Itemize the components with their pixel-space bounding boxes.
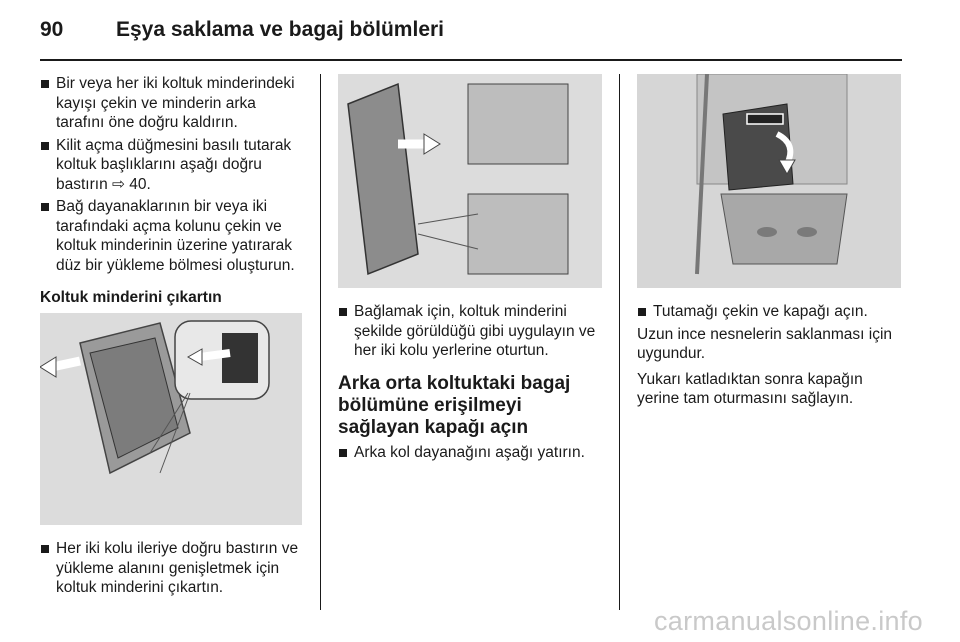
column-divider-1 xyxy=(320,74,321,610)
column-3 xyxy=(637,74,901,415)
bullet-list xyxy=(637,302,901,322)
header-divider xyxy=(40,59,902,61)
list-item: Bağlamak için, koltuk minderini şekilde görüldüğü gibi uygulayın ve her iki kolu yerlerine oturtun. xyxy=(338,302,602,361)
watermark: carmanualsonline.info xyxy=(654,606,923,636)
paragraph: Yukarı katladıktan sonra kapağın yerine tam oturmasını sağlayın. xyxy=(637,370,863,407)
list-item: Bağ dayanaklarının bir veya iki tarafındaki açma kolunu çekin ve koltuk minderinin üzerine yatırarak düz bir yükleme bölmesi oluşturun. xyxy=(40,197,304,275)
seat-cushion-removal-figure xyxy=(40,313,302,525)
list-item: Tutamağı çekin ve kapağı açın. xyxy=(637,302,901,322)
armrest-hatch-figure xyxy=(637,74,901,288)
subheading: Koltuk minderini çıkartın xyxy=(40,289,222,306)
list-item: Arka kol dayanağını aşağı yatırın. xyxy=(338,443,602,463)
page-number: 90 xyxy=(40,18,64,41)
bullet-list xyxy=(338,443,602,463)
bullet-list xyxy=(40,74,304,275)
section-heading: Arka orta koltuktaki bagaj bölümüne erişilmeyi sağlayan kapağı açın xyxy=(338,372,571,438)
bullet-list xyxy=(338,302,602,361)
list-item: Her iki kolu ileriye doğru bastırın ve yükleme alanını genişletmek için koltuk minderini çıkartın. xyxy=(40,539,304,598)
list-item: Kilit açma düğmesini basılı tutarak koltuk başlıklarını aşağı doğru bastırın ⇨ 40. xyxy=(40,136,304,195)
column-2 xyxy=(338,74,602,465)
paragraph: Uzun ince nesnelerin saklanması için uygundur. xyxy=(637,325,893,362)
page-title: Eşya saklama ve bagaj bölümleri xyxy=(116,18,445,41)
list-item: Bir veya her iki koltuk minderindeki kayışı çekin ve minderin arka tarafını öne doğru kaldırın. xyxy=(40,74,304,133)
column-1 xyxy=(40,74,304,601)
seat-cushion-attach-figure xyxy=(338,74,602,288)
column-divider-2 xyxy=(619,74,620,610)
page-header xyxy=(40,18,444,48)
bullet-list xyxy=(40,539,304,598)
